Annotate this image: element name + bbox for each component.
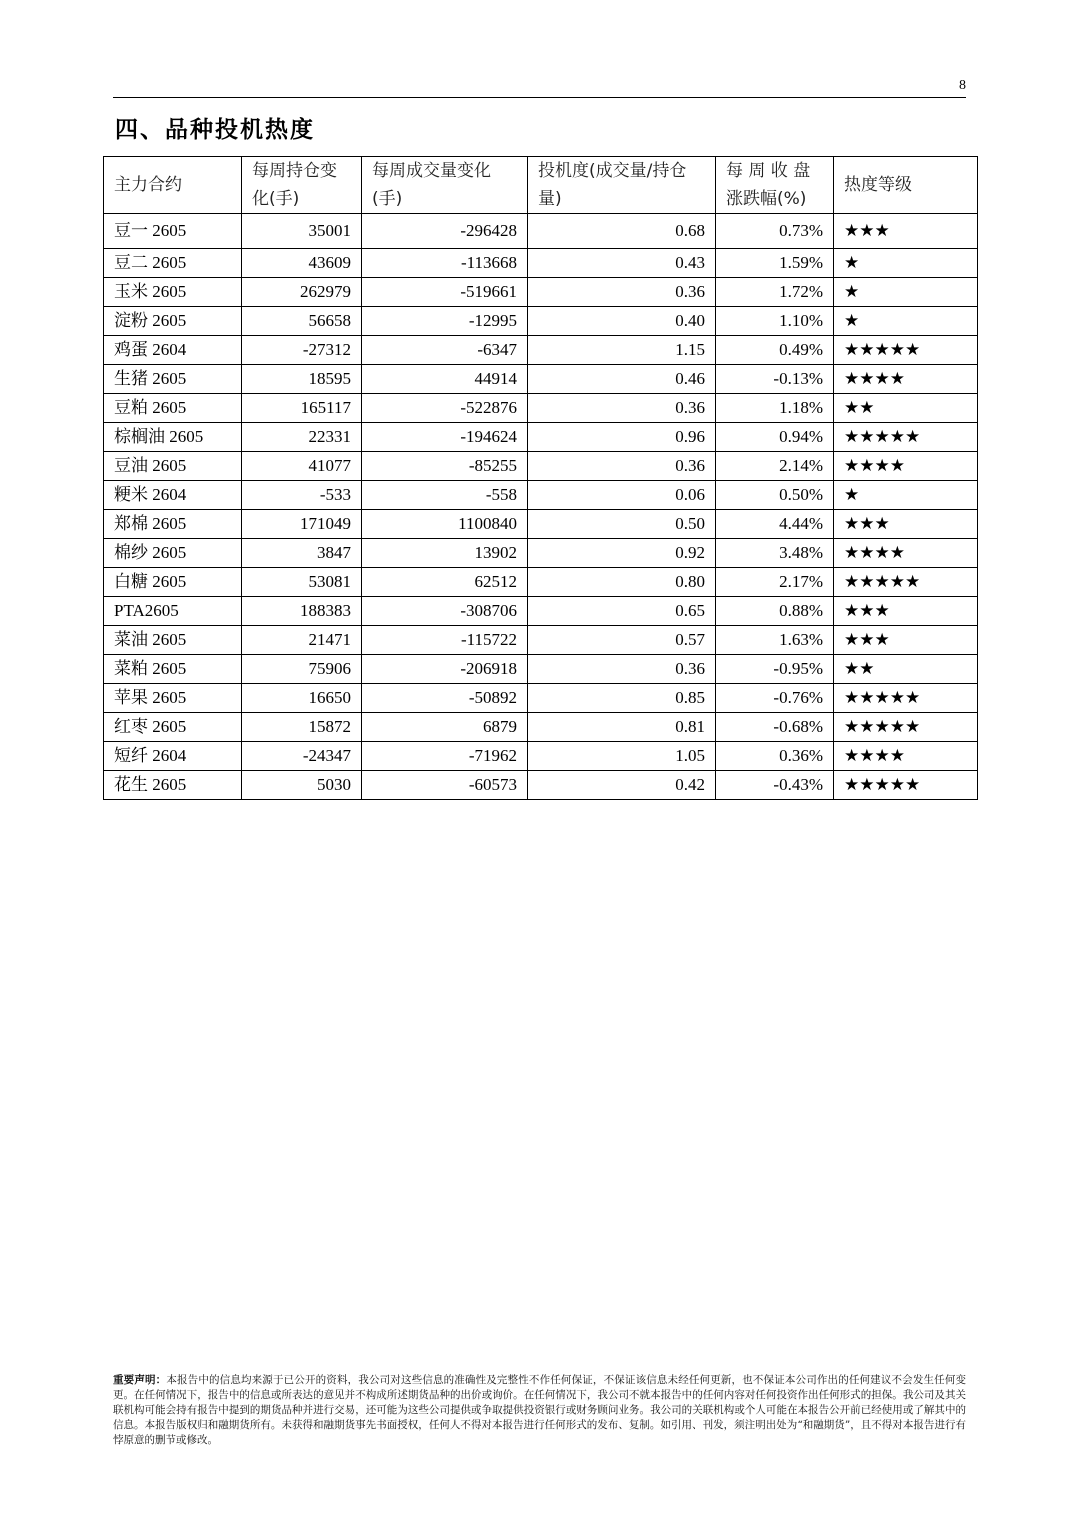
disclaimer-lead: 重要声明：: [113, 1374, 167, 1386]
cell-oi-change: 171049: [242, 510, 362, 539]
cell-spec-ratio: 0.50: [528, 510, 716, 539]
cell-contract: 鸡蛋 2604: [104, 336, 242, 365]
disclaimer-text: 本报告中的信息均来源于已公开的资料，我公司对这些信息的准确性及完整性不作任何保证，不保证该信息未经任何更新，也不保证本公司作出的任何建议不会发生任何变更。在任何情况下，报告中的信息或所表达的意见并不构成所述期货品种的出价或询价。在任何情况下，我公司不就本报告中的任何内容对任何投资作出任何形式的担保。我公司及其关联机构可能会持有报告中提到的期货品种并进行交易，还可能为这些公司提供或争取提供投资银行或财务顾问业务。我公司的关联机构或个人可能在本报告公开前已经使用或了解其中的信息。本报告版权归和融期货所有。未获得和融期货事先书面授权，任何人不得对本报告进行任何形式的发布、复制。如引用、刊发，须注明出处为“和融期货”，且不得对本报告进行有悖原意的删节或修改。: [113, 1374, 967, 1446]
cell-contract: 生猪 2605: [104, 365, 242, 394]
table-row: [104, 568, 978, 597]
cell-spec-ratio: 1.15: [528, 336, 716, 365]
cell-oi-change: 22331: [242, 423, 362, 452]
cell-heat-stars: ★★★: [834, 510, 978, 539]
cell-vol-change: 44914: [362, 365, 528, 394]
cell-contract: 菜油 2605: [104, 626, 242, 655]
cell-weekly-change: 0.73%: [716, 214, 834, 249]
cell-weekly-change: -0.13%: [716, 365, 834, 394]
cell-weekly-change: 0.49%: [716, 336, 834, 365]
cell-heat-stars: ★★★★★: [834, 568, 978, 597]
disclaimer: [113, 1373, 966, 1448]
table-row: [104, 394, 978, 423]
cell-heat-stars: ★★★: [834, 626, 978, 655]
cell-vol-change: -6347: [362, 336, 528, 365]
cell-spec-ratio: 0.46: [528, 365, 716, 394]
cell-heat-stars: ★: [834, 278, 978, 307]
cell-heat-stars: ★: [834, 481, 978, 510]
cell-weekly-change: -0.95%: [716, 655, 834, 684]
table-row: [104, 626, 978, 655]
cell-oi-change: 15872: [242, 713, 362, 742]
cell-spec-ratio: 0.36: [528, 394, 716, 423]
cell-weekly-change: 0.36%: [716, 742, 834, 771]
cell-contract: 白糖 2605: [104, 568, 242, 597]
cell-contract: 短纤 2604: [104, 742, 242, 771]
table-row: [104, 214, 978, 249]
cell-vol-change: -308706: [362, 597, 528, 626]
cell-vol-change: -115722: [362, 626, 528, 655]
cell-spec-ratio: 0.80: [528, 568, 716, 597]
table-row: [104, 423, 978, 452]
table-row: [104, 452, 978, 481]
cell-vol-change: -12995: [362, 307, 528, 336]
table-row: [104, 771, 978, 800]
cell-weekly-change: 0.94%: [716, 423, 834, 452]
cell-weekly-change: 3.48%: [716, 539, 834, 568]
cell-spec-ratio: 0.92: [528, 539, 716, 568]
cell-weekly-change: 1.72%: [716, 278, 834, 307]
cell-weekly-change: 4.44%: [716, 510, 834, 539]
cell-weekly-change: -0.68%: [716, 713, 834, 742]
table-row: [104, 713, 978, 742]
cell-heat-stars: ★★★: [834, 597, 978, 626]
table-row: [104, 481, 978, 510]
header-rule: [113, 97, 966, 98]
cell-oi-change: 21471: [242, 626, 362, 655]
cell-spec-ratio: 0.36: [528, 452, 716, 481]
cell-spec-ratio: 0.06: [528, 481, 716, 510]
cell-vol-change: -85255: [362, 452, 528, 481]
cell-heat-stars: ★★★★★: [834, 336, 978, 365]
cell-oi-change: 75906: [242, 655, 362, 684]
cell-oi-change: 188383: [242, 597, 362, 626]
cell-oi-change: 18595: [242, 365, 362, 394]
cell-contract: 豆油 2605: [104, 452, 242, 481]
cell-heat-stars: ★★★★: [834, 452, 978, 481]
cell-contract: 郑棉 2605: [104, 510, 242, 539]
cell-weekly-change: 2.17%: [716, 568, 834, 597]
cell-vol-change: 6879: [362, 713, 528, 742]
header-heat-level: 热度等级: [834, 157, 978, 214]
cell-weekly-change: 2.14%: [716, 452, 834, 481]
cell-weekly-change: 1.63%: [716, 626, 834, 655]
cell-contract: 玉米 2605: [104, 278, 242, 307]
cell-oi-change: 41077: [242, 452, 362, 481]
speculation-heat-table: [103, 156, 978, 800]
cell-contract: PTA2605: [104, 597, 242, 626]
cell-weekly-change: 1.10%: [716, 307, 834, 336]
cell-oi-change: 16650: [242, 684, 362, 713]
cell-weekly-change: -0.76%: [716, 684, 834, 713]
cell-heat-stars: ★★★★★: [834, 423, 978, 452]
cell-contract: 豆二 2605: [104, 249, 242, 278]
cell-contract: 豆粕 2605: [104, 394, 242, 423]
cell-vol-change: -113668: [362, 249, 528, 278]
cell-heat-stars: ★: [834, 249, 978, 278]
cell-oi-change: -533: [242, 481, 362, 510]
cell-weekly-change: 0.88%: [716, 597, 834, 626]
table-row: [104, 278, 978, 307]
cell-heat-stars: ★★: [834, 655, 978, 684]
cell-heat-stars: ★★★★: [834, 365, 978, 394]
cell-oi-change: 43609: [242, 249, 362, 278]
cell-vol-change: -50892: [362, 684, 528, 713]
cell-heat-stars: ★★★★★: [834, 713, 978, 742]
table-row: [104, 249, 978, 278]
section-title: 四、品种投机热度: [115, 117, 315, 143]
cell-vol-change: 13902: [362, 539, 528, 568]
table-row: [104, 336, 978, 365]
cell-contract: 红枣 2605: [104, 713, 242, 742]
table-row: [104, 742, 978, 771]
cell-oi-change: 56658: [242, 307, 362, 336]
table-row: [104, 597, 978, 626]
cell-vol-change: -296428: [362, 214, 528, 249]
table-row: [104, 655, 978, 684]
cell-spec-ratio: 0.65: [528, 597, 716, 626]
cell-heat-stars: ★: [834, 307, 978, 336]
cell-spec-ratio: 0.81: [528, 713, 716, 742]
cell-spec-ratio: 0.36: [528, 655, 716, 684]
table-row: [104, 365, 978, 394]
cell-oi-change: 3847: [242, 539, 362, 568]
cell-spec-ratio: 1.05: [528, 742, 716, 771]
header-vol-change: 每周成交量变化(手): [362, 157, 528, 214]
cell-heat-stars: ★★★: [834, 214, 978, 249]
cell-vol-change: -519661: [362, 278, 528, 307]
cell-vol-change: 1100840: [362, 510, 528, 539]
cell-vol-change: -60573: [362, 771, 528, 800]
cell-weekly-change: 0.50%: [716, 481, 834, 510]
cell-contract: 苹果 2605: [104, 684, 242, 713]
cell-spec-ratio: 0.36: [528, 278, 716, 307]
page-number: 8: [959, 78, 966, 93]
table-row: [104, 307, 978, 336]
cell-heat-stars: ★★: [834, 394, 978, 423]
cell-oi-change: 262979: [242, 278, 362, 307]
cell-heat-stars: ★★★★★: [834, 684, 978, 713]
cell-weekly-change: -0.43%: [716, 771, 834, 800]
cell-contract: 棕榈油 2605: [104, 423, 242, 452]
header-oi-change: 每周持仓变化(手): [242, 157, 362, 214]
cell-spec-ratio: 0.96: [528, 423, 716, 452]
cell-heat-stars: ★★★★★: [834, 771, 978, 800]
cell-contract: 淀粉 2605: [104, 307, 242, 336]
table-row: [104, 539, 978, 568]
cell-contract: 菜粕 2605: [104, 655, 242, 684]
cell-oi-change: 35001: [242, 214, 362, 249]
cell-weekly-change: 1.18%: [716, 394, 834, 423]
cell-heat-stars: ★★★★: [834, 742, 978, 771]
cell-contract: 棉纱 2605: [104, 539, 242, 568]
cell-oi-change: 165117: [242, 394, 362, 423]
cell-vol-change: 62512: [362, 568, 528, 597]
cell-spec-ratio: 0.43: [528, 249, 716, 278]
cell-vol-change: -522876: [362, 394, 528, 423]
header-spec-ratio: 投机度(成交量/持仓量): [528, 157, 716, 214]
cell-contract: 花生 2605: [104, 771, 242, 800]
cell-spec-ratio: 0.42: [528, 771, 716, 800]
cell-oi-change: 53081: [242, 568, 362, 597]
cell-spec-ratio: 0.85: [528, 684, 716, 713]
cell-heat-stars: ★★★★: [834, 539, 978, 568]
table-header-row: [104, 157, 978, 214]
cell-vol-change: -206918: [362, 655, 528, 684]
cell-contract: 粳米 2604: [104, 481, 242, 510]
cell-contract: 豆一 2605: [104, 214, 242, 249]
cell-oi-change: 5030: [242, 771, 362, 800]
cell-vol-change: -71962: [362, 742, 528, 771]
table-row: [104, 510, 978, 539]
header-weekly-change: 每 周 收 盘 涨跌幅(%): [716, 157, 834, 214]
header-contract: 主力合约: [104, 157, 242, 214]
cell-vol-change: -194624: [362, 423, 528, 452]
cell-spec-ratio: 0.40: [528, 307, 716, 336]
table-body: [104, 214, 978, 800]
cell-spec-ratio: 0.68: [528, 214, 716, 249]
cell-weekly-change: 1.59%: [716, 249, 834, 278]
cell-oi-change: -27312: [242, 336, 362, 365]
table-row: [104, 684, 978, 713]
cell-spec-ratio: 0.57: [528, 626, 716, 655]
cell-oi-change: -24347: [242, 742, 362, 771]
cell-vol-change: -558: [362, 481, 528, 510]
